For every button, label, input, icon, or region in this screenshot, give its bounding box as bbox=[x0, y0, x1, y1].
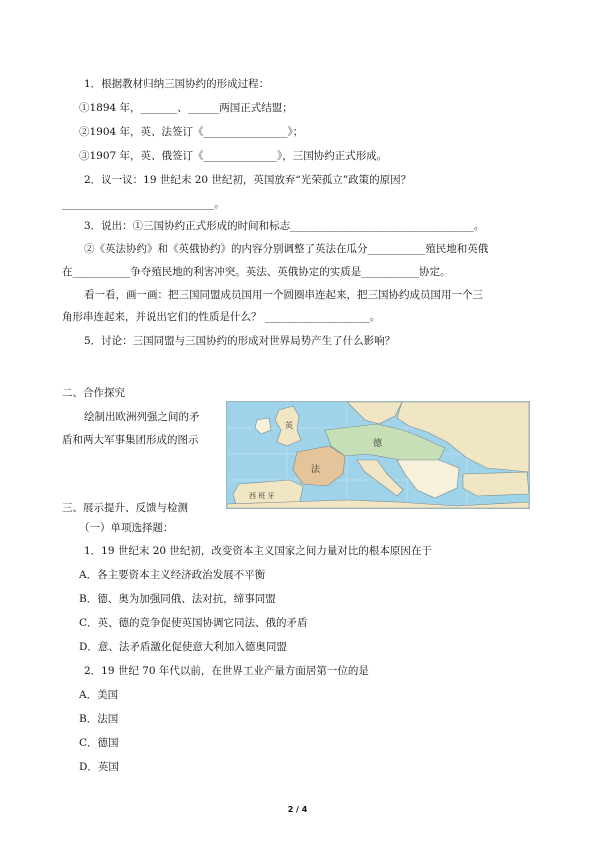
map-label-germany: 德 bbox=[373, 439, 383, 449]
q4-line-2: 角形串连起来，并说出它们的性质是什么？ ____________________。 bbox=[62, 311, 381, 323]
q5-prompt: 5．讨论：三国同盟与三国协约的形成对世界局势产生了什么影响？ bbox=[84, 335, 396, 347]
map-label-spain: 西 班 牙 bbox=[249, 492, 275, 500]
mcq-2-option-d: D．英国 bbox=[79, 761, 119, 773]
q1-line-2: ②1904 年，英、法签订《________________》； bbox=[79, 126, 304, 138]
mcq-1-option-c: C．英、德的竞争促使英国协调它同法、俄的矛盾 bbox=[79, 617, 308, 629]
q3-line-2: ②《英法协约》和《英俄协约》的内容分别调整了英法在瓜分___________殖民地和英俄 bbox=[84, 243, 489, 255]
q3-line-3: 在___________争夺殖民地的利害冲突。英法、英俄协定的实质是___________协定。 bbox=[62, 266, 451, 278]
mcq-2-option-b: B．法国 bbox=[79, 713, 119, 725]
europe-map-image bbox=[226, 401, 530, 509]
mcq-2-question: 2．19 世纪 70 年代以前，在世界工业产量方面居第一位的是 bbox=[84, 665, 369, 677]
section-2-heading: 二、合作探究 bbox=[62, 387, 125, 399]
mcq-1-option-d: D．意、法矛盾激化促使意大利加入德奥同盟 bbox=[79, 641, 287, 653]
choice-subheading: （一）单项选择题： bbox=[79, 522, 174, 534]
section-3-heading: 三、展示提升、反馈与检测 bbox=[62, 502, 188, 514]
q2-answer-blank: _____________________________。 bbox=[62, 198, 225, 210]
page-number: 2 / 4 bbox=[287, 805, 308, 814]
mcq-1-option-a: A．各主要资本主义经济政治发展不平衡 bbox=[79, 569, 266, 581]
section-2-desc-line-1: 绘制出欧洲列强之间的矛 bbox=[84, 411, 200, 423]
map-label-britain: 英 bbox=[285, 421, 293, 430]
mcq-1-question: 1．19 世纪末 20 世纪初，改变资本主义国家之间力量对比的根本原因在于 bbox=[84, 545, 432, 557]
q2-prompt: 2．议一议：19 世纪末 20 世纪初，英国放弃“光荣孤立”政策的原因？ bbox=[84, 174, 412, 186]
mcq-2-option-a: A．美国 bbox=[79, 689, 119, 701]
map-label-france: 法 bbox=[311, 465, 321, 475]
q4-line-1: 看一看，画一画：把三国同盟成员国用一个圆圈串连起来，把三国协约成员国用一个三 bbox=[84, 289, 483, 301]
mcq-1-option-b: B．德、奥为加强同俄、法对抗，缔事同盟 bbox=[79, 593, 276, 605]
q1-line-3: ③1907 年，英、俄签订《______________》，三国协约正式形成。 bbox=[79, 150, 388, 162]
mcq-2-option-c: C．德国 bbox=[79, 737, 119, 749]
section-2-desc-line-2: 盾和两大军事集团形成的图示 bbox=[62, 434, 199, 446]
q1-line-1: ①1894 年，_______、______两国正式结盟； bbox=[79, 102, 293, 114]
q1-title: 1．根据教材归纳三国协约的形成过程： bbox=[84, 78, 270, 90]
q3-prompt: 3．说出：①三国协约正式形成的时间和标志___________________________________。 bbox=[84, 220, 485, 232]
